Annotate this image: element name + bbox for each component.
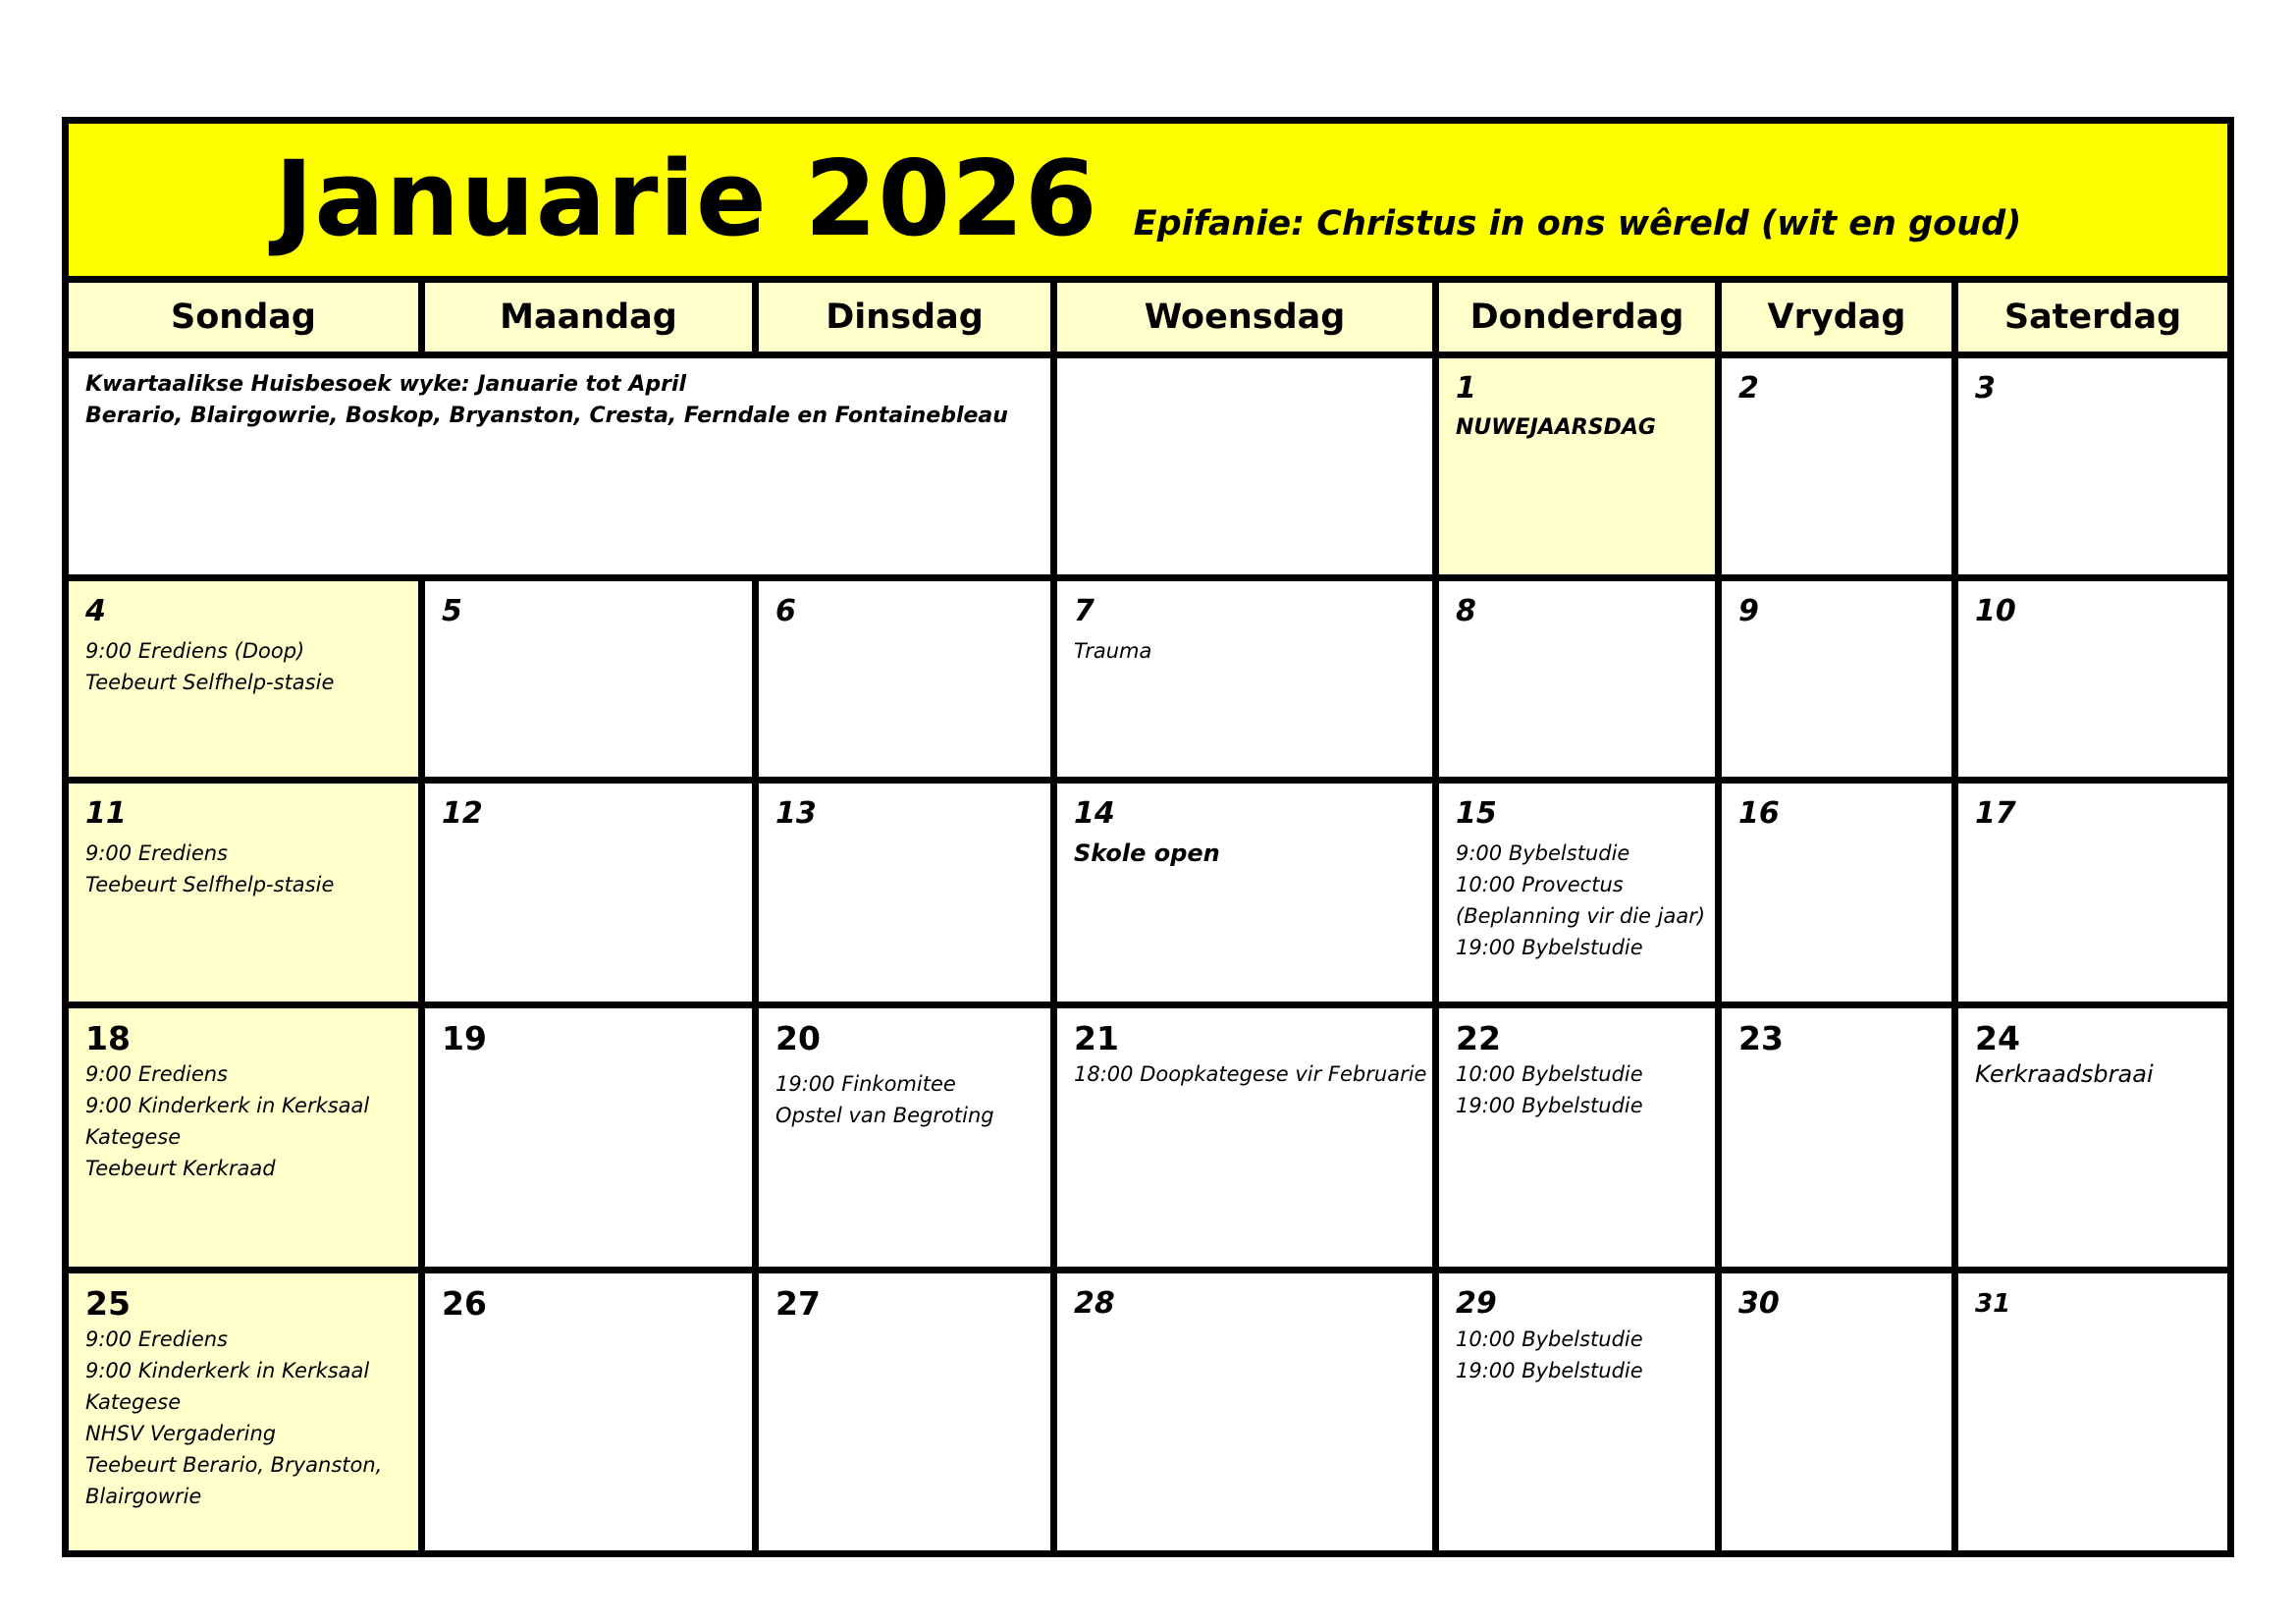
dayname-vrydag: Vrydag [1722, 283, 1951, 352]
event: Teebeurt Selfhelp-stasie [85, 873, 335, 896]
day-number: 16 [1738, 796, 1780, 831]
event: Kategese [85, 1390, 182, 1414]
event: 9:00 Erediens [85, 1327, 228, 1351]
day-number: 19 [442, 1019, 487, 1057]
holiday-label: NUWEJAARSDAG [1456, 415, 1656, 440]
day-cell-17 [1958, 784, 2227, 1001]
day-cell-6 [759, 581, 1050, 777]
day-cell-14 [1057, 784, 1432, 1001]
event: 19:00 Bybelstudie [1456, 936, 1643, 959]
day-cell-27 [759, 1273, 1050, 1550]
note-line: Berario, Blairgowrie, Boskop, Bryanston, Cresta, Ferndale en Fontainebleau [85, 404, 1008, 428]
event: Trauma [1074, 639, 1152, 663]
day-number: 20 [775, 1019, 821, 1057]
day-cell-10 [1958, 581, 2227, 777]
day-number: 28 [1074, 1286, 1115, 1321]
day-number: 27 [775, 1284, 821, 1323]
day-number: 30 [1738, 1286, 1780, 1321]
day-cell-11 [69, 784, 418, 1001]
event: 19:00 Finkomitee [775, 1072, 956, 1096]
day-number: 15 [1456, 796, 1497, 831]
day-cell-29 [1439, 1273, 1715, 1550]
note-line: Kwartaalikse Huisbesoek wyke: Januarie tot April [85, 372, 687, 397]
day-cell-28 [1057, 1273, 1432, 1550]
day-number: 26 [442, 1284, 487, 1323]
day-number: 21 [1074, 1019, 1119, 1057]
day-cell-18 [69, 1008, 418, 1267]
month-title: Januarie 2026 [274, 138, 1098, 259]
event: 19:00 Bybelstudie [1456, 1094, 1643, 1117]
dayname-donderdag: Donderdag [1439, 283, 1715, 352]
event: Kerkraadsbraai [1975, 1060, 2154, 1088]
day-cell-15 [1439, 784, 1715, 1001]
day-cell-5 [425, 581, 752, 777]
event: 19:00 Bybelstudie [1456, 1359, 1643, 1382]
day-cell-9 [1722, 581, 1951, 777]
event: Teebeurt Berario, Bryanston, [85, 1453, 383, 1477]
day-number: 4 [85, 594, 106, 628]
dayname-saterdag: Saterdag [1958, 283, 2227, 352]
event: 10:00 Bybelstudie [1456, 1327, 1643, 1351]
day-number: 31 [1975, 1289, 2011, 1319]
event: Teebeurt Kerkraad [85, 1157, 276, 1180]
day-cell-16 [1722, 784, 1951, 1001]
event: 18:00 Doopkategese vir Februarie [1074, 1062, 1427, 1086]
dayname-sondag: Sondag [69, 283, 418, 352]
event: 9:00 Kinderkerk in Kerksaal [85, 1359, 370, 1382]
day-number: 24 [1975, 1019, 2020, 1057]
day-cell-3 [1958, 358, 2227, 574]
season-subtitle: Epifanie: Christus in ons wêreld (wit en goud) [1133, 204, 2022, 244]
day-number: 7 [1074, 594, 1095, 628]
day-cell-23 [1722, 1008, 1951, 1267]
event: Teebeurt Selfhelp-stasie [85, 671, 335, 694]
day-number: 18 [85, 1019, 131, 1057]
day-number: 14 [1074, 796, 1115, 831]
dayname-woensdag: Woensdag [1057, 283, 1432, 352]
event: 9:00 Erediens [85, 1062, 228, 1086]
day-number: 22 [1456, 1019, 1501, 1057]
day-cell-21 [1057, 1008, 1432, 1267]
event: 9:00 Erediens (Doop) [85, 639, 305, 663]
day-cell-1 [1439, 358, 1715, 574]
event: 9:00 Bybelstudie [1456, 841, 1630, 865]
day-number: 23 [1738, 1019, 1784, 1057]
day-number: 9 [1738, 594, 1759, 628]
day-cell-13 [759, 784, 1050, 1001]
dayname-dinsdag: Dinsdag [759, 283, 1050, 352]
day-number: 25 [85, 1284, 131, 1323]
event: Opstel van Begroting [775, 1104, 994, 1127]
day-number: 8 [1456, 594, 1476, 628]
calendar [62, 117, 2234, 1557]
day-cell-26 [425, 1273, 752, 1550]
day-number: 12 [442, 796, 483, 831]
day-cell-4 [69, 581, 418, 777]
event: Blairgowrie [85, 1485, 202, 1508]
day-number: 29 [1456, 1286, 1497, 1321]
event: 10:00 Provectus [1456, 873, 1624, 896]
event: NHSV Vergadering [85, 1422, 277, 1445]
day-cell-12 [425, 784, 752, 1001]
day-number: 13 [775, 796, 817, 831]
day-cell-31 [1958, 1273, 2227, 1550]
day-number: 1 [1456, 371, 1476, 406]
day-cell-20 [759, 1008, 1050, 1267]
huisbesoek-note [69, 358, 1050, 574]
event: 9:00 Kinderkerk in Kerksaal [85, 1094, 370, 1117]
event: Skole open [1074, 839, 1220, 867]
day-cell-empty [1057, 358, 1432, 574]
event: 9:00 Erediens [85, 841, 228, 865]
day-cell-30 [1722, 1273, 1951, 1550]
event: Kategese [85, 1125, 182, 1149]
dayname-maandag: Maandag [425, 283, 752, 352]
day-number: 10 [1975, 594, 2016, 628]
day-cell-24 [1958, 1008, 2227, 1267]
day-cell-25 [69, 1273, 418, 1550]
event: 10:00 Bybelstudie [1456, 1062, 1643, 1086]
day-cell-22 [1439, 1008, 1715, 1267]
day-number: 6 [775, 594, 796, 628]
day-cell-7 [1057, 581, 1432, 777]
day-cell-8 [1439, 581, 1715, 777]
day-number: 5 [442, 594, 462, 628]
event: (Beplanning vir die jaar) [1456, 904, 1706, 928]
day-cell-19 [425, 1008, 752, 1267]
day-cell-2 [1722, 358, 1951, 574]
month-banner [69, 124, 2227, 276]
day-number: 3 [1975, 371, 1996, 406]
day-number: 11 [85, 796, 127, 831]
day-number: 17 [1975, 796, 2016, 831]
day-number: 2 [1738, 371, 1759, 406]
